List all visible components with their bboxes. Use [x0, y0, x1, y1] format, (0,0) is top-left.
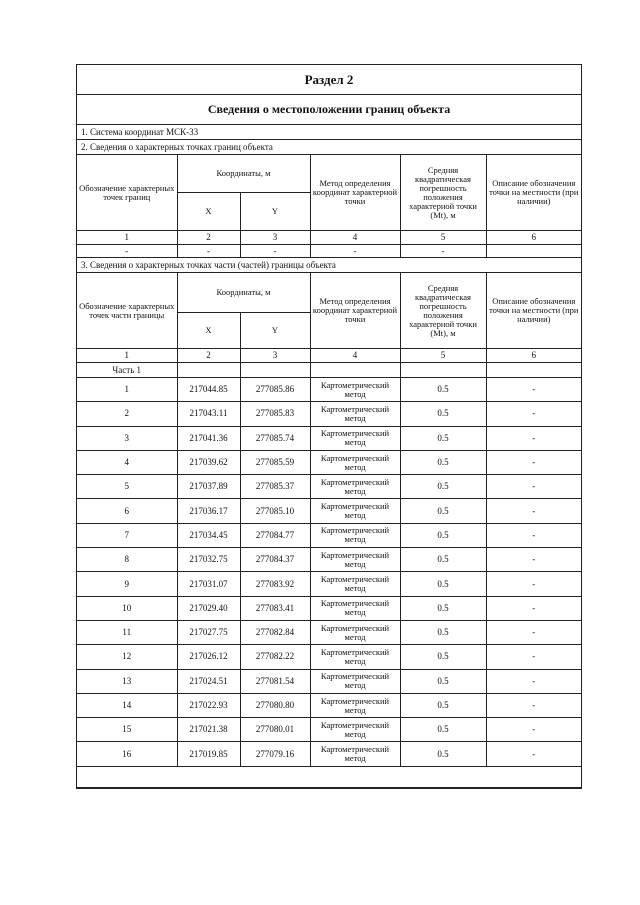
- coord-x: 217034.45: [177, 523, 240, 547]
- table-row: [77, 523, 581, 547]
- coord-y: 277085.10: [240, 499, 310, 523]
- coord-y: 277082.22: [240, 645, 310, 669]
- coord-y: 277085.59: [240, 450, 310, 474]
- table-cell: [240, 363, 310, 378]
- coord-y: 277085.37: [240, 475, 310, 499]
- document-sheet: [76, 64, 582, 789]
- accuracy-cell: 0.5: [400, 572, 486, 596]
- coordinate-system: 1. Система координат МСК-33: [77, 125, 581, 140]
- point-number: 8: [77, 548, 177, 572]
- t3-column-numbers: [77, 349, 581, 363]
- method-cell: Картометрический метод: [310, 572, 400, 596]
- method-cell: Картометрический метод: [310, 426, 400, 450]
- point-number: 9: [77, 572, 177, 596]
- table-cell: [486, 245, 581, 258]
- table-row: [77, 378, 581, 402]
- column-number: 4: [310, 349, 400, 363]
- accuracy-cell: 0.5: [400, 475, 486, 499]
- coord-y: 277085.83: [240, 402, 310, 426]
- table-row: [77, 596, 581, 620]
- point-number: 14: [77, 693, 177, 717]
- point-number: 5: [77, 475, 177, 499]
- point-number: 11: [77, 620, 177, 644]
- coord-x: 217031.07: [177, 572, 240, 596]
- method-cell: Картометрический метод: [310, 450, 400, 474]
- table-row: [77, 718, 581, 742]
- t2-header-method: Метод определения координат характерной точки: [310, 155, 400, 231]
- coord-y: 277083.92: [240, 572, 310, 596]
- coord-x: 217039.62: [177, 450, 240, 474]
- description-cell: -: [486, 596, 581, 620]
- coord-x: 217029.40: [177, 596, 240, 620]
- accuracy-cell: 0.5: [400, 693, 486, 717]
- accuracy-cell: 0.5: [400, 450, 486, 474]
- point-number: 7: [77, 523, 177, 547]
- table-cell: -: [310, 245, 400, 258]
- method-cell: Картометрический метод: [310, 548, 400, 572]
- coord-x: 217026.12: [177, 645, 240, 669]
- coord-x: 217037.89: [177, 475, 240, 499]
- method-cell: Картометрический метод: [310, 402, 400, 426]
- t3-header-coordinates: Координаты, м: [177, 273, 310, 313]
- description-cell: -: [486, 742, 581, 766]
- method-cell: Картометрический метод: [310, 669, 400, 693]
- table-row: [77, 620, 581, 644]
- t2-header-y: Y: [240, 193, 310, 231]
- t3-header-x: X: [177, 313, 240, 349]
- description-cell: -: [486, 378, 581, 402]
- table-row: [77, 450, 581, 474]
- column-number: 2: [177, 231, 240, 245]
- accuracy-cell: 0.5: [400, 402, 486, 426]
- coord-y: 277084.37: [240, 548, 310, 572]
- coord-y: 277083.41: [240, 596, 310, 620]
- table-cell: [400, 363, 486, 378]
- column-number: 3: [240, 231, 310, 245]
- point-number: 6: [77, 499, 177, 523]
- accuracy-cell: 0.5: [400, 742, 486, 766]
- description-cell: -: [486, 523, 581, 547]
- column-number: 6: [486, 231, 581, 245]
- coord-x: 217041.36: [177, 426, 240, 450]
- method-cell: Картометрический метод: [310, 475, 400, 499]
- column-number: 4: [310, 231, 400, 245]
- t2-empty-row: [77, 245, 581, 258]
- description-cell: -: [486, 718, 581, 742]
- coord-x: 217044.85: [177, 378, 240, 402]
- column-number: 5: [400, 231, 486, 245]
- coord-y: 277085.74: [240, 426, 310, 450]
- coord-x: 217021.38: [177, 718, 240, 742]
- table-row: [77, 402, 581, 426]
- column-number: 1: [77, 349, 177, 363]
- accuracy-cell: 0.5: [400, 596, 486, 620]
- table-cell: [177, 363, 240, 378]
- coord-x: 217027.75: [177, 620, 240, 644]
- t2-header-designation: Обозначение характерных точек границ: [77, 155, 177, 231]
- coord-y: 277079.16: [240, 742, 310, 766]
- method-cell: Картометрический метод: [310, 645, 400, 669]
- column-number: 6: [486, 349, 581, 363]
- method-cell: Картометрический метод: [310, 742, 400, 766]
- accuracy-cell: 0.5: [400, 523, 486, 547]
- description-cell: -: [486, 426, 581, 450]
- description-cell: -: [486, 548, 581, 572]
- part2-heading: 2. Сведения о характерных точках границ объекта: [77, 140, 581, 155]
- point-number: 12: [77, 645, 177, 669]
- method-cell: Картометрический метод: [310, 718, 400, 742]
- coord-y: 277081.54: [240, 669, 310, 693]
- point-number: 15: [77, 718, 177, 742]
- coord-y: 277080.80: [240, 693, 310, 717]
- description-cell: -: [486, 499, 581, 523]
- part3-heading: 3. Сведения о характерных точках части (частей) границы объекта: [77, 258, 581, 273]
- table-row: [77, 645, 581, 669]
- accuracy-cell: 0.5: [400, 548, 486, 572]
- table-row: [77, 693, 581, 717]
- method-cell: Картометрический метод: [310, 693, 400, 717]
- table-row: [77, 499, 581, 523]
- t2-header-x: X: [177, 193, 240, 231]
- method-cell: Картометрический метод: [310, 596, 400, 620]
- t2-header-coordinates: Координаты, м: [177, 155, 310, 193]
- coord-y: 277085.86: [240, 378, 310, 402]
- t2-header-accuracy: Средняя квадратическая погрешность положения характерной точки (Mt), м: [400, 155, 486, 231]
- part-label: Часть 1: [77, 363, 177, 378]
- table-row: [77, 475, 581, 499]
- table-cell: -: [400, 245, 486, 258]
- coord-y: 277082.84: [240, 620, 310, 644]
- accuracy-cell: 0.5: [400, 378, 486, 402]
- description-cell: -: [486, 572, 581, 596]
- description-cell: -: [486, 693, 581, 717]
- table-footer-empty: [77, 766, 581, 787]
- column-number: 2: [177, 349, 240, 363]
- coord-y: 277080.01: [240, 718, 310, 742]
- section-title: Раздел 2: [77, 65, 581, 95]
- coord-x: 217024.51: [177, 669, 240, 693]
- t2-column-numbers: [77, 231, 581, 245]
- description-cell: -: [486, 450, 581, 474]
- table-row: [77, 669, 581, 693]
- table-cell: [486, 363, 581, 378]
- section-subtitle: Сведения о местоположении границ объекта: [77, 95, 581, 125]
- coord-x: 217043.11: [177, 402, 240, 426]
- table-row: [77, 426, 581, 450]
- point-number: 4: [77, 450, 177, 474]
- point-number: 2: [77, 402, 177, 426]
- coord-x: 217032.75: [177, 548, 240, 572]
- method-cell: Картометрический метод: [310, 499, 400, 523]
- description-cell: -: [486, 475, 581, 499]
- t3-header-description: Описание обозначения точки на местности (при наличии): [486, 273, 581, 349]
- coord-x: 217019.85: [177, 742, 240, 766]
- column-number: 5: [400, 349, 486, 363]
- coord-y: 277084.77: [240, 523, 310, 547]
- t3-header-designation: Обозначение характерных точек части границы: [77, 273, 177, 349]
- method-cell: Картометрический метод: [310, 378, 400, 402]
- description-cell: -: [486, 620, 581, 644]
- point-number: 13: [77, 669, 177, 693]
- coord-x: 217036.17: [177, 499, 240, 523]
- accuracy-cell: 0.5: [400, 620, 486, 644]
- description-cell: -: [486, 645, 581, 669]
- point-number: 3: [77, 426, 177, 450]
- accuracy-cell: 0.5: [400, 645, 486, 669]
- description-cell: -: [486, 402, 581, 426]
- coord-x: 217022.93: [177, 693, 240, 717]
- t3-header-method: Метод определения координат характерной точки: [310, 273, 400, 349]
- point-number: 1: [77, 378, 177, 402]
- column-number: 1: [77, 231, 177, 245]
- table-row: [77, 572, 581, 596]
- table-row: [77, 548, 581, 572]
- table-cell: -: [77, 245, 177, 258]
- table-cell: [310, 363, 400, 378]
- accuracy-cell: 0.5: [400, 718, 486, 742]
- accuracy-cell: 0.5: [400, 669, 486, 693]
- method-cell: Картометрический метод: [310, 523, 400, 547]
- accuracy-cell: 0.5: [400, 426, 486, 450]
- point-number: 16: [77, 742, 177, 766]
- table-cell: -: [240, 245, 310, 258]
- t2-header-description: Описание обозначения точки на местности (при наличии): [486, 155, 581, 231]
- point-number: 10: [77, 596, 177, 620]
- boundary-table: [77, 65, 581, 788]
- table-cell: -: [177, 245, 240, 258]
- column-number: 3: [240, 349, 310, 363]
- t3-header-accuracy: Средняя квадратическая погрешность положения характерной точки (Mt), м: [400, 273, 486, 349]
- description-cell: -: [486, 669, 581, 693]
- t3-header-y: Y: [240, 313, 310, 349]
- method-cell: Картометрический метод: [310, 620, 400, 644]
- table-row: [77, 742, 581, 766]
- accuracy-cell: 0.5: [400, 499, 486, 523]
